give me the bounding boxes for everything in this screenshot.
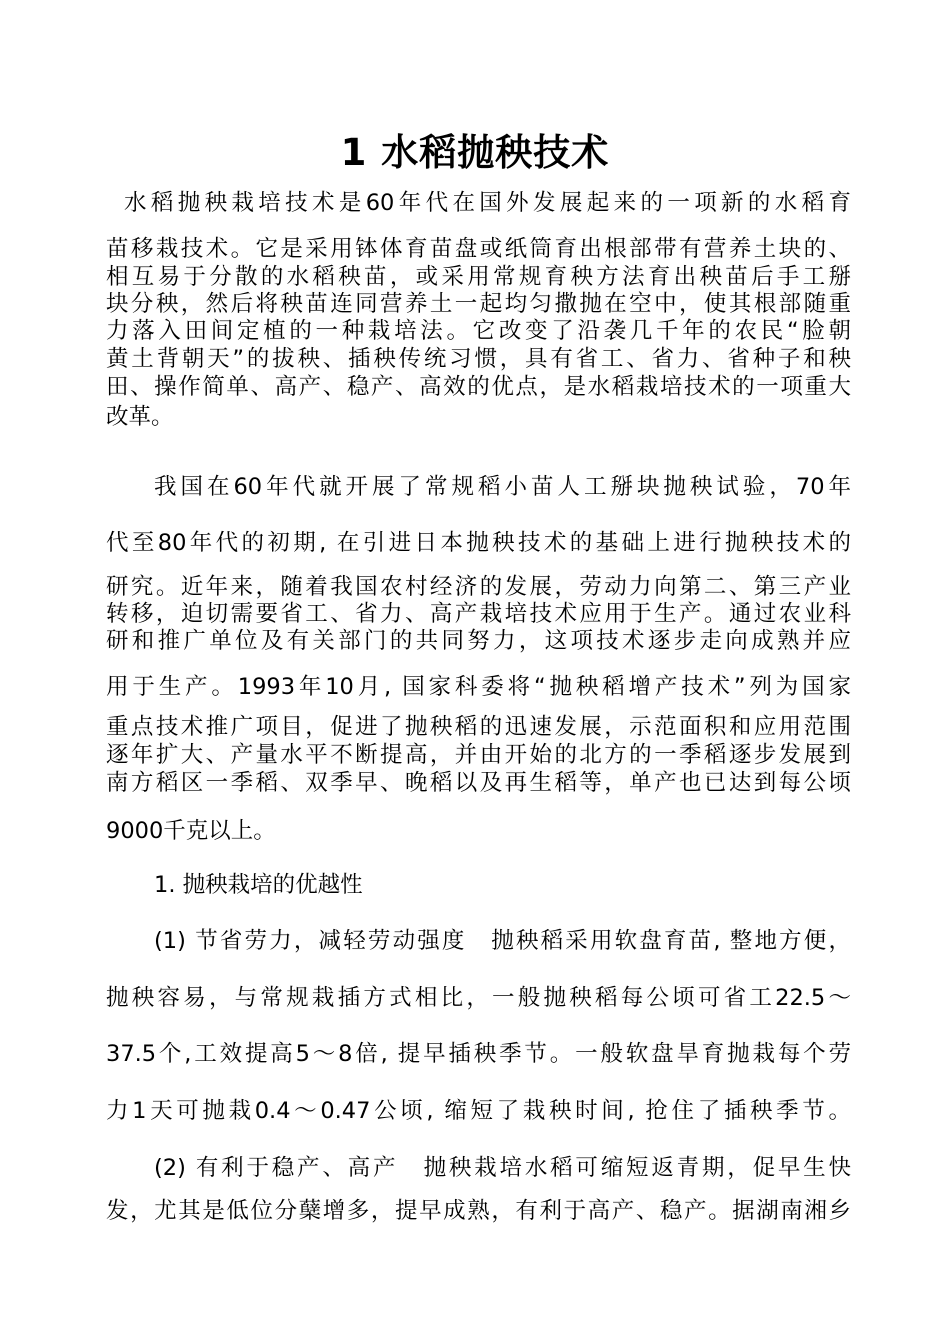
text-line: 块分秧，然后将秧苗连同营养土一起均匀撒抛在空中，使其根部随重 (106, 291, 851, 317)
text-line: 改革。 (106, 404, 174, 430)
text-line: 9000千克以上。 (106, 818, 276, 844)
section-heading: 1. 抛秧栽培的优越性 (154, 872, 363, 898)
text-line: 37.5个,工效提高5～8倍, 提早插秧季节。一般软盘旱育抛栽每个劳 (106, 1041, 851, 1067)
text-line: 逐年扩大、产量水平不断提高，并由开始的北方的一季稻逐步发展到 (106, 742, 851, 768)
text-line: 水稻抛秧栽培技术是60年代在国外发展起来的一项新的水稻育 (124, 190, 851, 216)
text-line: (2) 有利于稳产、高产 抛秧栽培水稻可缩短返青期，促早生快 (154, 1155, 851, 1181)
text-line: 发，尤其是低位分蘖增多，提早成熟，有利于高产、稳产。据湖南湘乡 (106, 1198, 851, 1224)
text-line: 南方稻区一季稻、双季早、晚稻以及再生稻等，单产也已达到每公顷 (106, 770, 851, 796)
text-line: 力1天可抛栽0.4～0.47公顷, 缩短了栽秧时间, 抢住了插秧季节。 (106, 1098, 851, 1124)
text-line: 黄土背朝天”的拔秧、插秧传统习惯，具有省工、省力、省种子和秧 (106, 346, 851, 372)
text-line: 相互易于分散的水稻秧苗，或采用常规育秧方法育出秧苗后手工掰 (106, 264, 851, 290)
text-line: 重点技术推广项目，促进了抛秧稻的迅速发展，示范面积和应用范围 (106, 714, 851, 740)
document-title: 1 水稻抛秧技术 (340, 131, 610, 174)
text-line: 转移，迫切需要省工、省力、高产栽培技术应用于生产。通过农业科 (106, 601, 851, 627)
text-line: 抛秧容易，与常规栽插方式相比，一般抛秧稻每公顷可省工22.5～ (106, 985, 851, 1011)
text-line: 田、操作简单、高产、稳产、高效的优点，是水稻栽培技术的一项重大 (106, 374, 851, 400)
text-line: 研和推广单位及有关部门的共同努力，这项技术逐步走向成熟并应 (106, 628, 851, 654)
text-line: 苗移栽技术。它是采用钵体育苗盘或纸筒育出根部带有营养土块的、 (106, 236, 851, 262)
text-line: 力落入田间定植的一种栽培法。它改变了沿袭几千年的农民“脸朝 (106, 318, 851, 344)
text-line: 我国在60年代就开展了常规稻小苗人工掰块抛秧试验，70年 (154, 474, 851, 500)
text-line: 用于生产。1993年10月, 国家科委将“抛秧稻增产技术”列为国家 (106, 674, 851, 700)
text-line: 代至80年代的初期, 在引进日本抛秧技术的基础上进行抛秧技术的 (106, 530, 851, 556)
text-line: (1) 节省劳力，减轻劳动强度 抛秧稻采用软盘育苗, 整地方便， (154, 928, 851, 954)
text-line: 研究。近年来，随着我国农村经济的发展，劳动力向第二、第三产业 (106, 574, 851, 600)
